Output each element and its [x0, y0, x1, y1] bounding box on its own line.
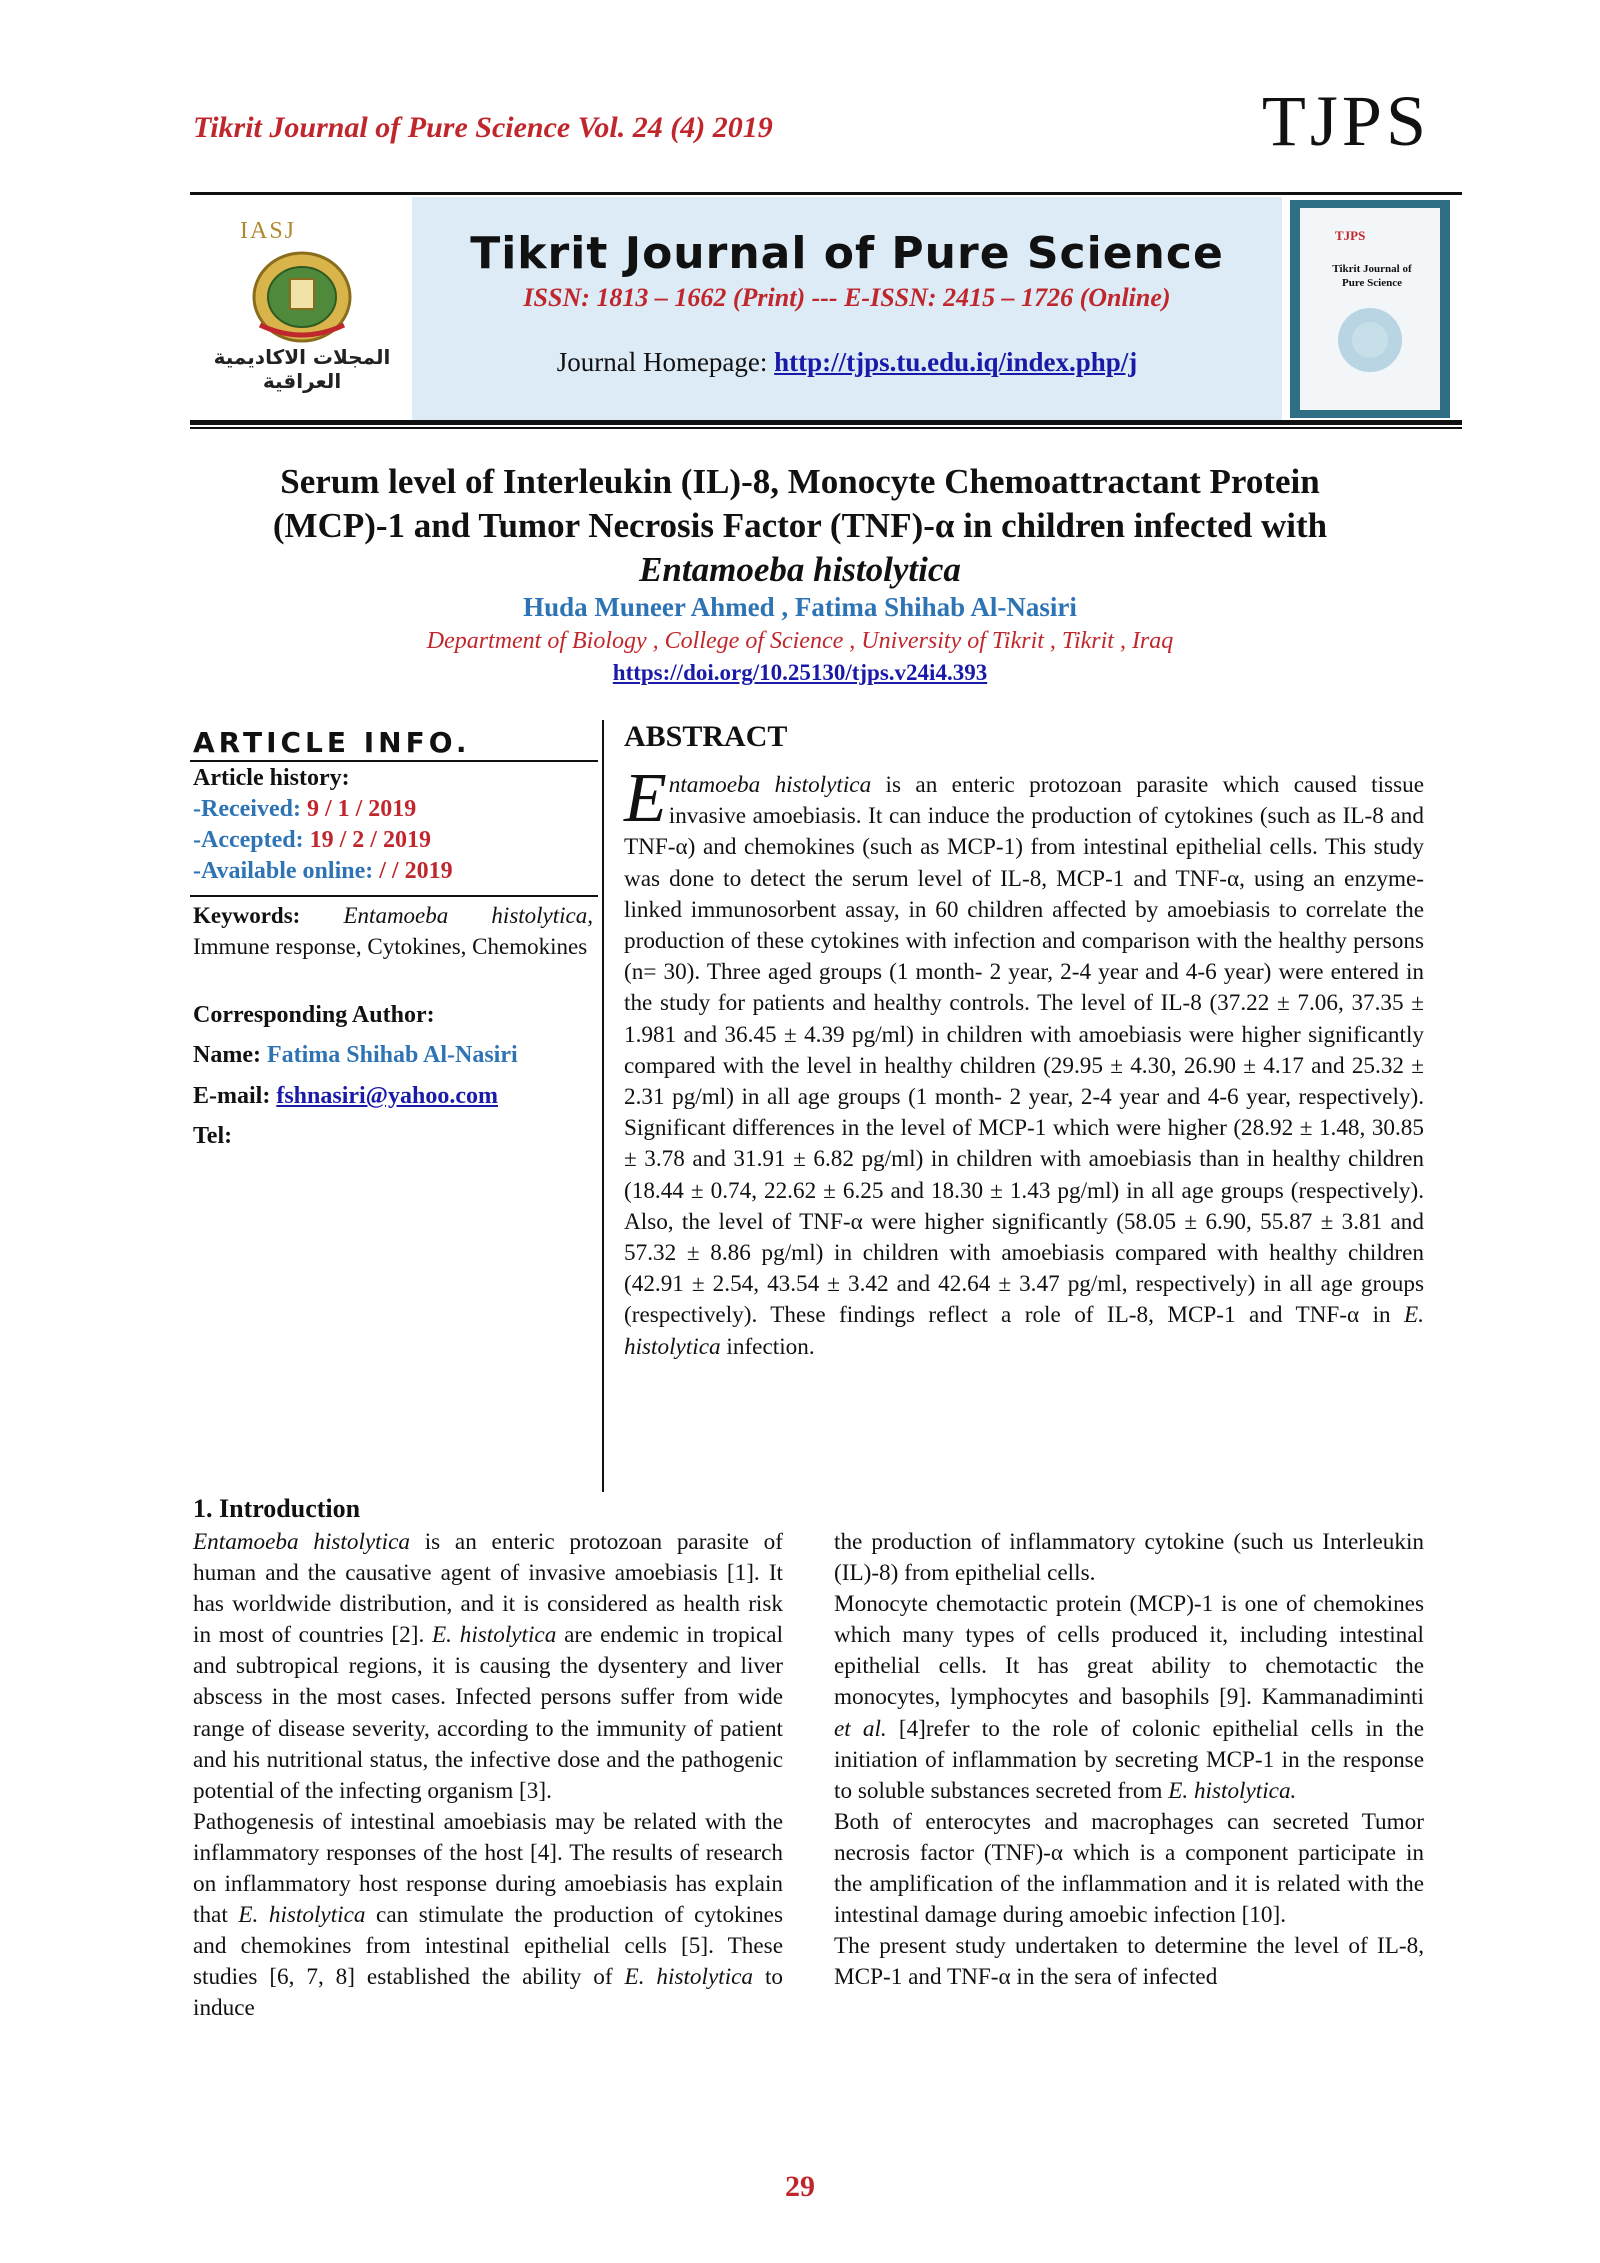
received-value: 9 / 1 / 2019 — [306, 796, 417, 822]
introduction-column-left — [193, 1527, 783, 2025]
accepted-value: 19 / 2 / 2019 — [309, 827, 431, 853]
online-value: / / 2019 — [379, 858, 453, 884]
intro-p2-species-2: E. histolytica — [624, 1964, 754, 1991]
received-label: -Received: — [193, 796, 307, 822]
article-info-rule-2 — [190, 895, 598, 897]
intro-p1-species: E. histolytica — [432, 1622, 557, 1649]
paper-title — [200, 460, 1400, 592]
received-date — [193, 794, 416, 825]
accepted-date — [193, 825, 431, 856]
intro-p4-text: Monocyte chemotactic protein (MCP)-1 is one of chemokines which many types of cells produced it, including intestinal epithelial cells. It has great ability to chemotactic the monocytes, lymphocytes and basophils [9]. Kammanadiminti — [834, 1591, 1424, 1711]
iasj-emblem-icon — [240, 245, 365, 345]
journal-title: Tikrit Journal of Pure Science — [470, 228, 1224, 279]
keywords — [193, 900, 593, 962]
corresponding-email — [193, 1081, 498, 1112]
email-link[interactable]: fshnasiri@yahoo.com — [276, 1083, 498, 1109]
name-label: Name: — [193, 1042, 267, 1068]
intro-paragraph-3: the production of inflammatory cytokine (such us Interleukin (IL)-8) from epithelial cells. — [834, 1529, 1424, 1587]
paper-doi — [200, 660, 1400, 686]
homepage-label: Journal Homepage: — [556, 347, 775, 377]
intro-p1-text-2: are endemic in tropical and subtropical regions, it is causing the dysentery and liver abscess in the most cases. Infected persons suffer from wide range of disease severity, according to the immunity of patient and his nutritional status, the infective dose and the pathogenic potential of the infecting organism [3]. — [193, 1622, 784, 1804]
abstract-tail-italic: E. histolytica — [624, 1302, 1424, 1360]
article-history-label: Article history: — [193, 765, 350, 791]
abstract-dropcap: E — [624, 760, 667, 837]
abstract-heading: ABSTRACT — [624, 720, 788, 753]
paper-title-line-2: (MCP)-1 and Tumor Necrosis Factor (TNF)-α in children infected with — [272, 506, 1328, 545]
banner-bottom-rule — [190, 420, 1462, 425]
intro-paragraph-1 — [193, 1527, 783, 1807]
abstract-text: is an enteric protozoan parasite which caused tissue invasive amoebiasis. It can induce the production of cytokines (such as IL-8 and TNF-α) and chemokines (such as MCP-1) from intestinal epithelial cells. This study was done to detect the serum level of IL-8, MCP-1 and TNF-α, using an enzyme-linked immunosorbent assay, in 60 children affected by amoebiasis to correlate the production of these cytokines with infection and comparison with the healthy persons (n= 30). Three aged groups (1 month- 2 year, 2-4 year and 4-6 year) were entered in the study for patients and healthy controls. The level of IL-8 (37.22 ± 7.06, 37.35 ± 1.981 and 36.45 ± 4.39 pg/ml) in children with amoebiasis were higher significantly compared with the level in healthy children (29.95 ± 4.30, 26.90 ± 4.17 and 25.32 ± 2.31 pg/ml) in all age groups (1 month- 2 year, 2-4 year and 4-6 year, respectively). Significant differences in the level of MCP-1 which were higher (28.92 ± 1.48, 30.85 ± 3.78 and 31.91 ± 6.82 pg/ml) in children with amoebiasis than in healthy children (18.44 ± 0.74, 22.62 ± 6.25 and 18.30 ± 1.43 pg/ml) in all age groups (respectively). Also, the level of TNF-α were higher significantly (58.05 ± 6.90, 55.87 ± 3.81 and 57.32 ± 8.86 pg/ml) in children with amoebiasis compared with healthy children (42.91 ± 2.54, 43.54 ± 3.42 and 42.64 ± 3.47 pg/ml, respectively) in all age groups (respectively). These findings reflect a role of IL-8, MCP-1 and TNF-α in — [624, 772, 1424, 1329]
abstract-lead: ntamoeba histolytica — [668, 772, 872, 798]
intro-paragraph-2 — [193, 1807, 783, 2025]
intro-paragraph-4 — [834, 1589, 1424, 1807]
intro-p2-text-2: can stimulate the production of cytokines and chemokines from intestinal epithelial cells [5]. These studies [6, 7, 8] established the ability of — [193, 1902, 783, 1991]
journal-issn: ISSN: 1813 – 1662 (Print) --- E-ISSN: 2415 – 1726 (Online) — [523, 283, 1171, 312]
journal-logo-text: TJPS — [1261, 81, 1430, 161]
abstract-body — [624, 760, 1424, 1363]
intro-p4-text-2: [4]refer to the role of colonic epithelial cells in the initiation of inflammation by secreting MCP-1 in the response to soluble substances secreted from — [834, 1715, 1424, 1804]
intro-p4-species: E. histolytica. — [1168, 1777, 1297, 1804]
intro-species-name: Entamoeba histolytica — [193, 1529, 410, 1555]
cover-emblem-icon — [1330, 300, 1410, 380]
intro-p1-text: is an enteric protozoan parasite of human and the causative agent of invasive amoebiasis [1]. It has worldwide distribution, and it is considered as health risk in most of countries [2]. — [193, 1529, 783, 1649]
name-value: Fatima Shihab Al-Nasiri — [266, 1042, 518, 1068]
paper-affiliation: Department of Biology , College of Science , University of Tikrit , Tikrit , Iraq — [426, 628, 1174, 654]
online-date — [193, 856, 453, 887]
accepted-label: -Accepted: — [193, 827, 310, 853]
keywords-rest: Immune response, Cytokines, Chemokines — [193, 934, 588, 959]
iasj-arabic-label: المجلات الاكاديمية العراقية — [213, 345, 391, 393]
homepage-link[interactable]: http://tjps.tu.edu.iq/index.php/j — [774, 347, 1138, 377]
doi-link[interactable]: https://doi.org/10.25130/tjps.v24i4.393 — [612, 660, 988, 685]
intro-p2-text: Pathogenesis of intestinal amoebiasis may be related with the inflammatory responses of the host [4]. The results of research on inflammatory host response during amoebiasis has explain that — [193, 1808, 783, 1929]
intro-p2-species: E. histolytica — [238, 1902, 366, 1929]
corresponding-tel: Tel: — [193, 1123, 233, 1149]
abstract-tail: infection. — [720, 1333, 815, 1360]
introduction-heading: 1. Introduction — [193, 1494, 361, 1523]
intro-paragraph-5: Both of enterocytes and macrophages can secreted Tumor necrosis factor (TNF)-α which is a component participate in the amplification of the inflammation and it is related with the intestinal damage during amoebic infection [10]. — [834, 1808, 1424, 1929]
paper-title-line-3: Entamoeba histolytica — [639, 550, 961, 589]
banner-top-rule — [190, 192, 1462, 195]
running-head: Tikrit Journal of Pure Science Vol. 24 (4) 2019 — [193, 111, 773, 144]
journal-homepage — [412, 347, 1282, 378]
paper-title-line-1: Serum level of Interleukin (IL)-8, Monocyte Chemoattractant Protein — [280, 462, 1320, 501]
introduction-column-right — [834, 1527, 1424, 1993]
page-number: 29 — [785, 2170, 815, 2203]
intro-p4-etal: et al. — [834, 1715, 887, 1742]
intro-paragraph-6: The present study undertaken to determine the level of IL-8, MCP-1 and TNF-α in the sera of infected — [834, 1933, 1424, 1991]
column-divider — [602, 720, 604, 1492]
article-info-heading: ARTICLE INFO. — [193, 726, 471, 759]
cover-title: Tikrit Journal of Pure Science — [1332, 263, 1412, 289]
cover-label: TJPS — [1335, 228, 1366, 243]
iasj-label: IASJ — [240, 218, 297, 244]
online-label: -Available online: — [193, 858, 380, 884]
banner-bottom-rule-thin — [190, 427, 1462, 429]
keywords-label: Keywords: — [193, 903, 344, 928]
corresponding-author-label: Corresponding Author: — [193, 1002, 435, 1028]
keywords-italic: Entamoeba histolytica, — [343, 903, 593, 928]
intro-p2-text-3: to induce — [193, 1964, 783, 2022]
paper-authors: Huda Muneer Ahmed , Fatima Shihab Al-Nasiri — [523, 592, 1077, 622]
corresponding-name — [193, 1040, 518, 1071]
article-info-rule — [190, 760, 598, 762]
email-label: E-mail: — [193, 1083, 277, 1109]
